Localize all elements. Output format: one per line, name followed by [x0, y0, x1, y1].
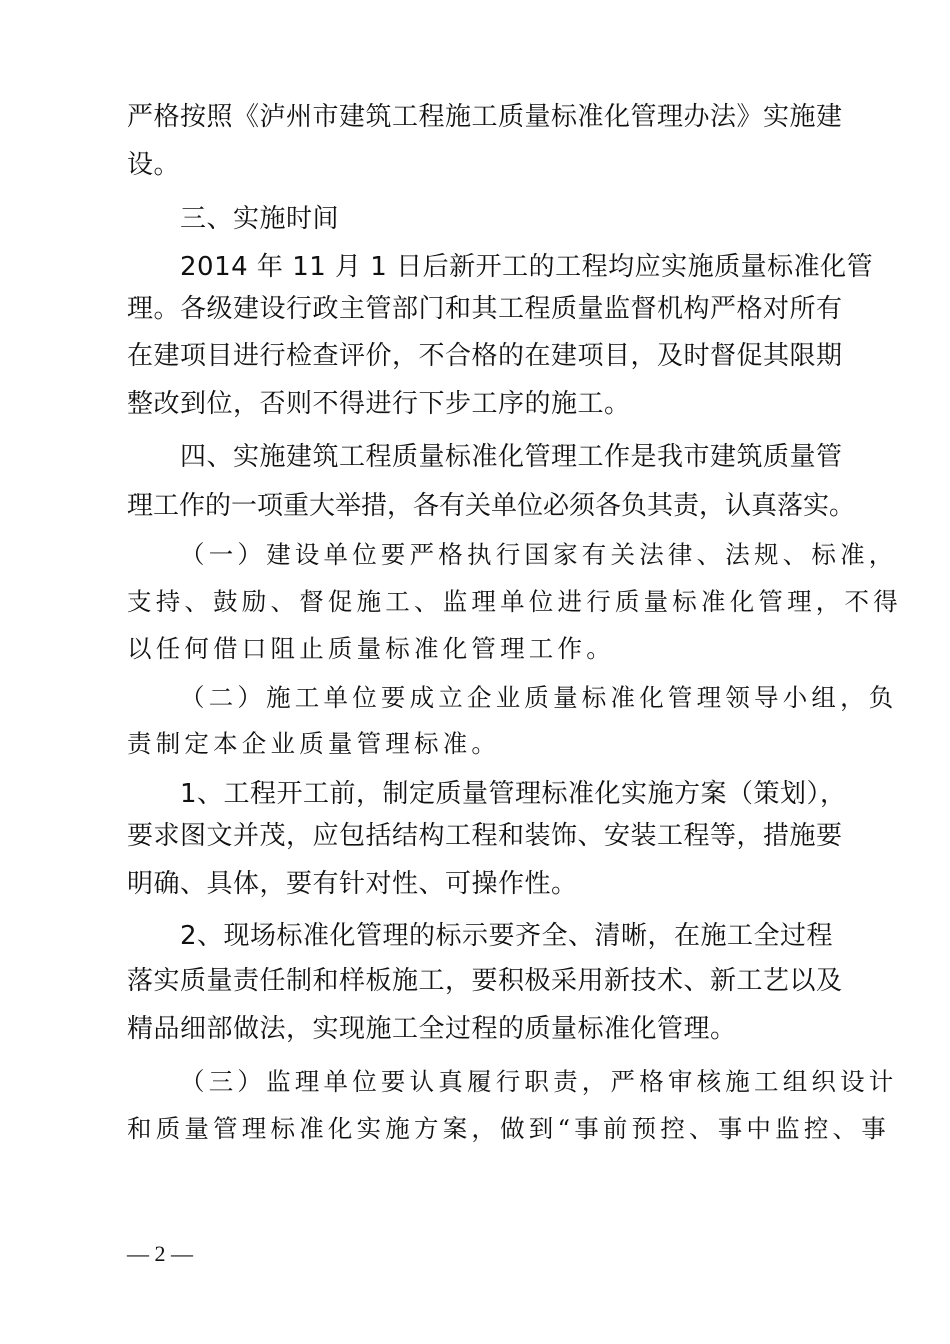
text-line-12: 以任何借口阻止质量标准化管理工作。	[127, 634, 615, 663]
text-line-9: 理工作的一项重大举措，各有关单位必须各负其责，认真落实。	[127, 491, 856, 521]
text-line-11: 支持、鼓励、督促施工、监理单位进行质量标准化管理，不得	[127, 587, 902, 616]
text-line-18: 2、现场标准化管理的标示要齐全、清晰，在施工全过程	[180, 921, 834, 951]
text-line-5: 理。各级建设行政主管部门和其工程质量监督机构严格对所有	[127, 294, 843, 324]
text-line-6: 在建项目进行检查评价，不合格的在建项目，及时督促其限期	[127, 341, 843, 371]
section-heading-four: 四、实施建筑工程质量标准化管理工作是我市建筑质量管	[180, 442, 843, 472]
text-line-2: 设。	[127, 150, 181, 180]
text-line-1: 严格按照《泸州市建筑工程施工质量标准化管理办法》实施建	[127, 102, 843, 132]
text-line-16: 要求图文并茂，应包括结构工程和装饰、安装工程等，措施要	[127, 821, 843, 851]
text-line-19: 落实质量责任制和样板施工，要积极采用新技术、新工艺以及	[127, 966, 843, 996]
text-line-20: 精品细部做法，实现施工全过程的质量标准化管理。	[127, 1014, 737, 1044]
text-line-22: 和质量管理标准化实施方案，做到“事前预控、事中监控、事	[127, 1114, 890, 1143]
text-line-17: 明确、具体，要有针对性、可操作性。	[127, 869, 578, 899]
text-line-7: 整改到位，否则不得进行下步工序的施工。	[127, 389, 631, 419]
text-line-10: （一）建设单位要严格执行国家有关法律、法规、标准，	[180, 540, 898, 569]
text-line-14: 责制定本企业质量管理标准。	[127, 729, 501, 758]
text-line-15: 1、工程开工前，制定质量管理标准化实施方案（策划），	[180, 779, 847, 809]
section-heading-implementation-time: 三、实施时间	[180, 204, 340, 234]
text-line-4: 2014 年 11 月 1 日后新开工的工程均应实施质量标准化管	[180, 252, 874, 282]
page-number: — 2 —	[127, 1241, 193, 1266]
text-line-21: （三）监理单位要认真履行职责，严格审核施工组织设计	[180, 1067, 898, 1096]
text-line-13: （二）施工单位要成立企业质量标准化管理领导小组，负	[180, 683, 898, 712]
